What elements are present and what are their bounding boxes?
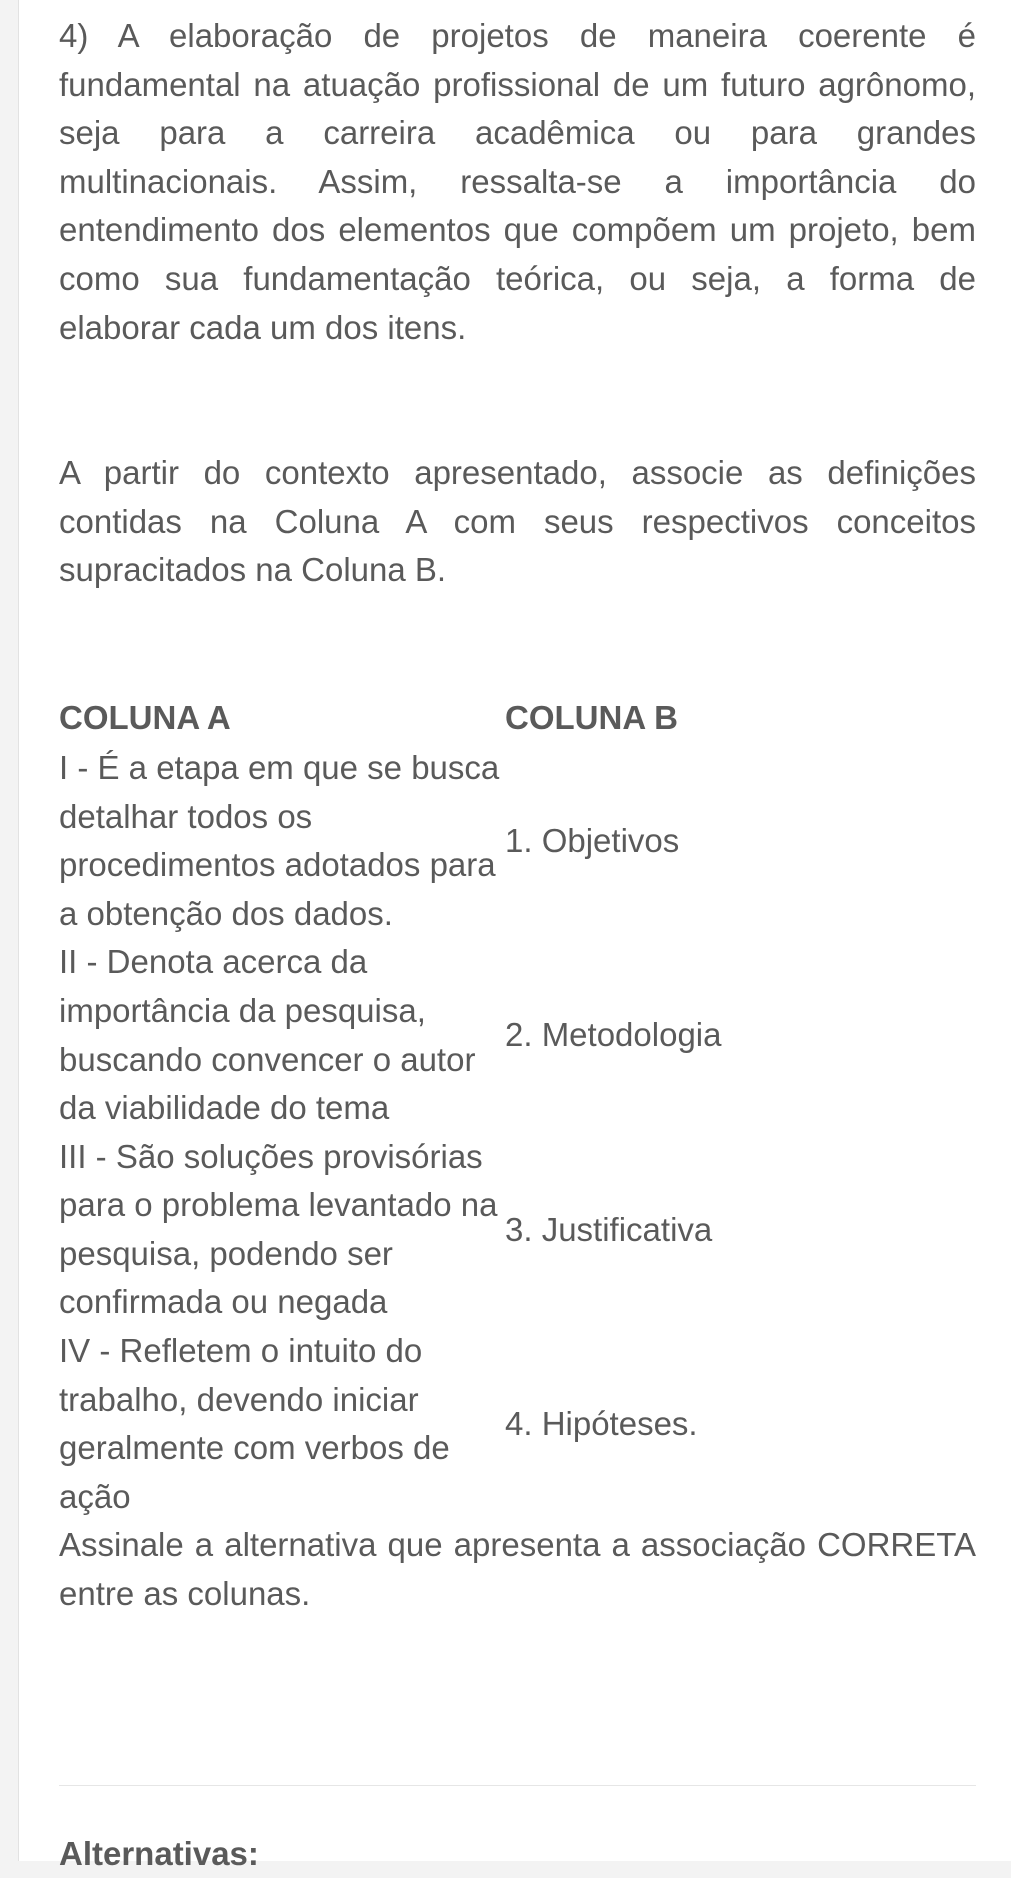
question-page — [18, 0, 1011, 1872]
column-b-header: COLUNA B — [505, 698, 678, 736]
question-instruction: A partir do contexto apresentado, associe as definições contidas na Coluna A com seus respectivos conceitos supracitados na Coluna B. — [59, 454, 976, 589]
association-table — [59, 692, 976, 1522]
column-a-header: COLUNA A — [59, 698, 231, 736]
question-content — [59, 12, 976, 1619]
column-a-item-4: IV - Refletem o intuito do trabalho, devendo iniciar geralmente com verbos de ação — [59, 1332, 450, 1515]
table-row — [59, 744, 976, 938]
table-header-row — [59, 692, 976, 744]
section-divider — [59, 1785, 976, 1786]
column-b-item-4: 4. Hipóteses. — [505, 1404, 698, 1442]
column-a-item-1: I - É a etapa em que se busca detalhar todos os procedimentos adotados para a obtenção dos dados. — [59, 748, 500, 932]
column-a-item-2: II - Denota acerca da importância da pesquisa, buscando convencer o autor da viabilidade do tema — [59, 943, 476, 1127]
column-a-item-3: III - São soluções provisórias para o problema levantado na pesquisa, podendo ser confirmada ou negada — [59, 1137, 498, 1321]
column-b-item-2: 2. Metodologia — [505, 1016, 722, 1054]
question-intro: 4) A elaboração de projetos de maneira coerente é fundamental na atuação profissional de um futuro agrônomo, seja para a carreira acadêmica ou para grandes multinacionais. Assim, ressalta-se a importância do entendimento dos elementos que compõem um projeto, bem como sua fundamentação teórica, ou seja, a forma de elaborar cada um dos itens. — [59, 17, 976, 346]
table-row — [59, 938, 976, 1132]
table-row — [59, 1327, 976, 1521]
column-b-item-3: 3. Justificativa — [505, 1210, 713, 1248]
column-b-item-1: 1. Objetivos — [505, 821, 680, 859]
question-closing: Assinale a alternativa que apresenta a associação CORRETA entre as colunas. — [59, 1526, 976, 1613]
alternatives-heading: Alternativas: — [59, 1835, 259, 1872]
table-row — [59, 1133, 976, 1327]
